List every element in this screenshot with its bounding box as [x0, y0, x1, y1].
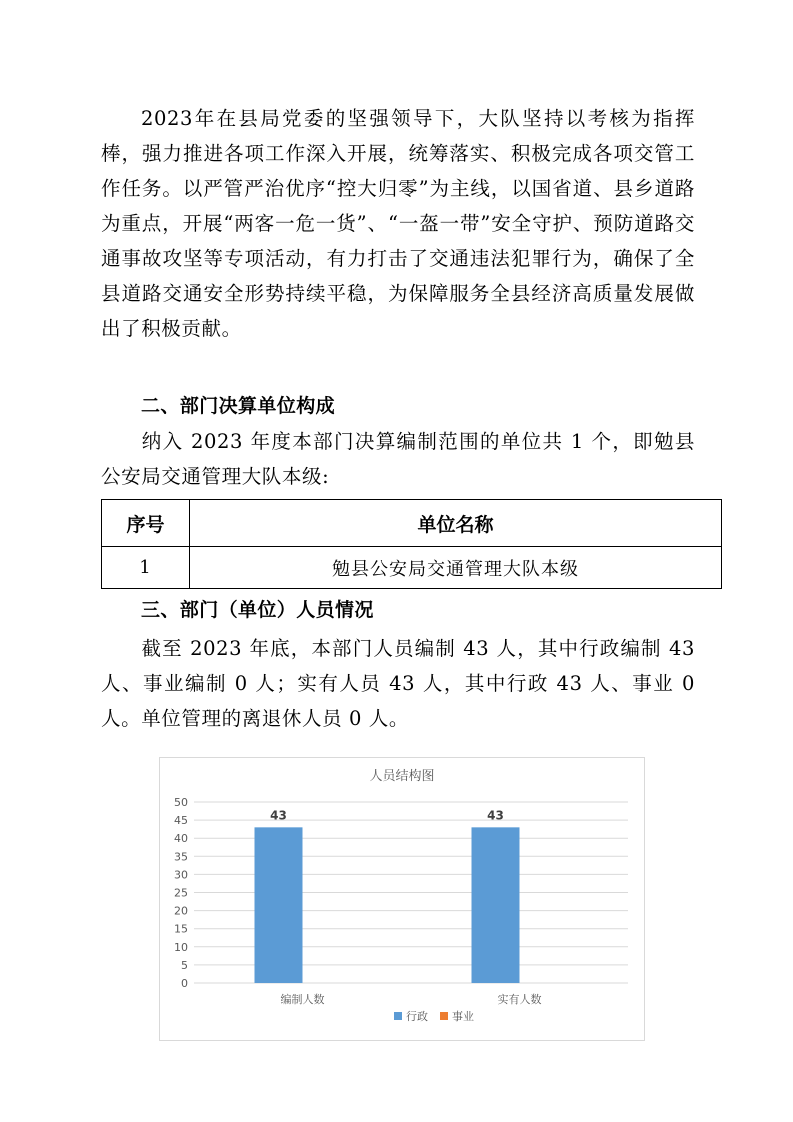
x-tick-label: 编制人数 [280, 993, 325, 1006]
y-tick-label: 20 [174, 904, 188, 918]
table-header-index: 序号 [102, 500, 190, 547]
y-tick-label: 15 [174, 922, 188, 936]
table-row [102, 547, 722, 589]
legend-label: 行政 [406, 1010, 428, 1023]
section2-heading: 二、部门决算单位构成 [141, 395, 336, 417]
data-label: 43 [270, 808, 287, 823]
table-header-row [102, 500, 722, 547]
table-cell-unit-name: 勉县公安局交通管理大队本级 [190, 547, 722, 589]
x-tick-label: 实有人数 [497, 993, 542, 1006]
table-cell-index: 1 [102, 547, 190, 589]
section3-heading: 三、部门（单位）人员情况 [141, 599, 374, 621]
chart-title: 人员结构图 [369, 769, 435, 784]
y-tick-label: 35 [174, 850, 188, 864]
staff-text: 截至 2023 年底，本部门人员编制 43 人，其中行政编制 43 人、事业编制 0 人；实有人员 43 人，其中行政 43 人、事业 0 人。单位管理的离退休人员 0 人。 [101, 637, 695, 730]
y-tick-label: 50 [174, 796, 188, 809]
legend-label: 事业 [452, 1010, 474, 1023]
legend-swatch [440, 1012, 448, 1020]
y-tick-label: 45 [174, 814, 188, 828]
staff-structure-chart [159, 757, 645, 1041]
data-label: 43 [487, 808, 504, 823]
y-tick-label: 5 [181, 958, 188, 972]
y-tick-label: 0 [181, 977, 188, 990]
y-tick-label: 40 [174, 832, 188, 846]
units-intro-paragraph [101, 424, 695, 494]
intro-text: 2023年在县局党委的坚强领导下，大队坚持以考核为指挥棒，强力推进各项工作深入开展，统筹落实、积极完成各项交管工作任务。以严管严治优序“控大归零”为主线，以国省道、县乡道路为重点，开展“两客一危一货”、“一盔一带”安全守护、预防道路交通事故攻坚等专项活动，有力打击了交通违法犯罪行为，确保了全县道路交通安全形势持续平稳，为保障服务全县经济高质量发展做出了积极贡献。 [101, 107, 695, 340]
units-intro-text: 纳入 2023 年度本部门决算编制范围的单位共 1 个，即勉县公安局交通管理大队本级: [101, 430, 695, 488]
units-table [101, 499, 722, 589]
staff-paragraph [101, 631, 695, 736]
chart-svg [160, 758, 644, 1040]
y-tick-label: 10 [174, 940, 188, 954]
y-tick-label: 25 [174, 886, 188, 900]
bar-行政 [472, 827, 520, 983]
legend-swatch [394, 1012, 402, 1020]
bar-行政 [255, 827, 303, 983]
y-tick-label: 30 [174, 868, 188, 882]
intro-paragraph [101, 101, 695, 346]
table-header-unit-name: 单位名称 [190, 500, 722, 547]
